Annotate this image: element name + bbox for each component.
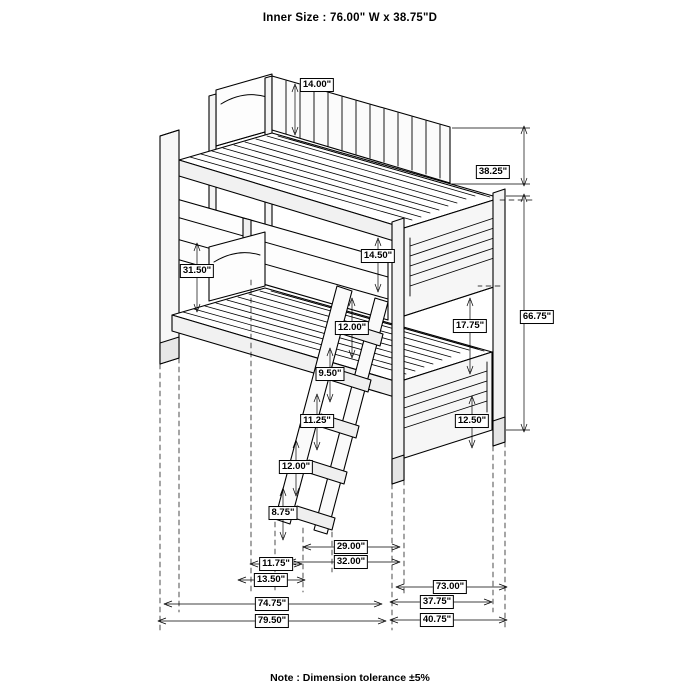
dim-label-overall-footprint: 79.50" <box>255 614 289 628</box>
dim-label-bottom-rung-height: 8.75" <box>269 506 298 520</box>
dim-label-ladder-foot-width: 13.50" <box>254 573 288 587</box>
dim-label-upper-guard: 14.50" <box>361 249 395 263</box>
dim-label-ladder-offset: 9.50" <box>316 367 345 381</box>
dim-label-right-outer-depth: 40.75" <box>420 613 454 627</box>
dim-label-floor-clearance: 12.50" <box>455 414 489 428</box>
dim-label-ladder-foot-offset: 11.75" <box>259 557 293 571</box>
dim-label-ladder-rung-spacing-2: 11.25" <box>300 414 334 428</box>
dim-label-overall-height: 66.75" <box>520 310 554 324</box>
dim-label-ladder-rung-spacing-1: 12.00" <box>335 321 369 335</box>
dim-label-lower-clearance: 31.50" <box>180 264 214 278</box>
dim-label-ladder-base-span: 32.00" <box>334 555 368 569</box>
page-title: Inner Size : 76.00" W x 38.75"D <box>262 12 438 24</box>
dim-label-lower-panel-height: 17.75" <box>453 319 487 333</box>
dim-label-bed-depth: 38.25" <box>476 165 510 179</box>
dim-label-right-inner-depth: 37.75" <box>420 595 454 609</box>
dim-label-right-depth: 73.00" <box>433 580 467 594</box>
dim-label-top-rail-width: 14.00" <box>300 78 334 92</box>
dim-label-ladder-rung-spacing-3: 12.00" <box>279 460 313 474</box>
tolerance-note: Note : Dimension tolerance ±5% <box>270 672 430 684</box>
dim-label-overall-length: 74.75" <box>255 597 289 611</box>
dim-label-ladder-base-depth: 29.00" <box>334 540 368 554</box>
